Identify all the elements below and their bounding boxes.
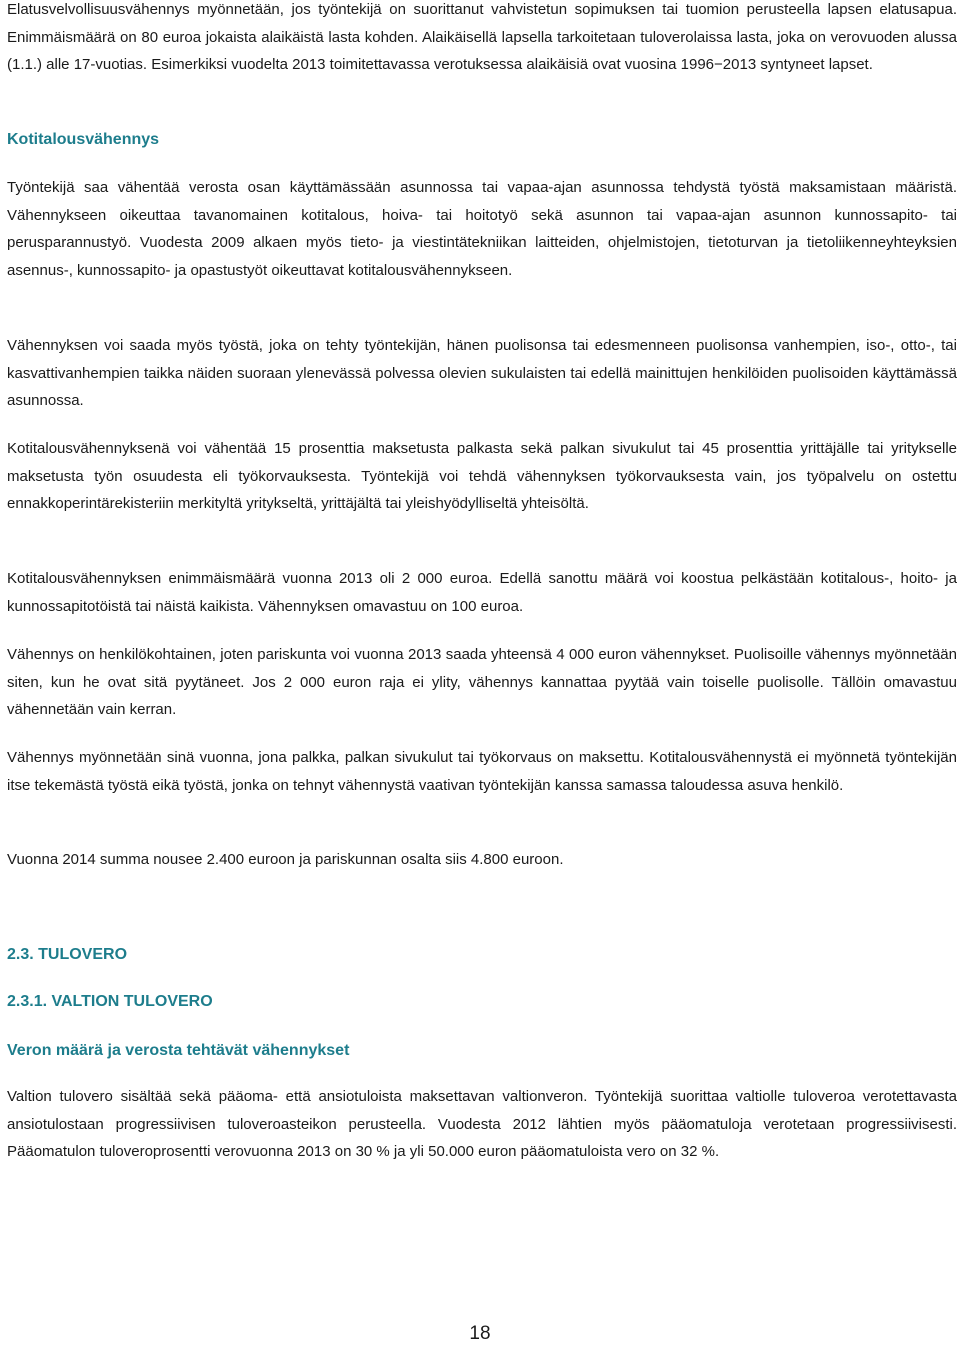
subsection-heading-valtion-tulovero: 2.3.1. VALTION TULOVERO <box>7 993 213 1010</box>
paragraph: Kotitalousvähennyksen enimmäismäärä vuonna 2013 oli 2 000 euroa. Edellä sanottu määrä voi koostua pelkästään kotitalous-, hoito- ja kunnossapitotöistä tai näistä kaikista. Vähennyksen omavastuu on 100 euroa. <box>7 570 957 615</box>
paragraph: Kotitalousvähennyksenä voi vähentää 15 prosenttia maksetusta palkasta sekä palkan sivukulut tai 45 prosenttia yrittäjälle tai yritykselle maksetusta työn osuudesta eli työkorvauksesta. Työntekijä voi tehdä vähennyksen työkorvauksesta vain, jos työpalvelu on ostettu ennakkoperintärekisteriin merkityltä yritykseltä, yrittäjältä tai yleishyödylliseltä yhteisöltä. <box>7 440 957 512</box>
intro-paragraph: Elatusvelvollisuusvähennys myönnetään, jos työntekijä on suorittanut vahvistetun sopimuksen tai tuomion perusteella lapsen elatusapua. Enimmäismäärä on 80 euroa jokaista alaikäistä lasta kohden. Alaikäisellä lapsella tarkoitetaan tuloverolaissa lasta, joka on verovuoden alussa (1.1.) alle 17-vuotias. Esimerkiksi vuodelta 2013 toimitettavassa verotuksessa alaikäisiä ovat vuosina 1996−2013 syntyneet lapset. <box>7 1 957 73</box>
paragraph: Vähennys on henkilökohtainen, joten pariskunta voi vuonna 2013 saada yhteensä 4 000 euron vähennykset. Puolisoille vähennys myönnetään siten, kun he ovat sitä pyytäneet. Jos 2 000 euron raja ei ylity, vähennys kannattaa pyytää vain toiselle puolisolle. Tällöin omavastuu vähennetään vain kerran. <box>7 646 957 718</box>
paragraph: Työntekijä saa vähentää verosta osan käyttämässään asunnossa tai vapaa-ajan asunnossa tehdystä työstä maksamistaan määristä. Vähennykseen oikeuttaa tavanomainen kotitalous, hoiva- tai hoitotyö sekä asunnon tai vapaa-ajan asunnon kunnossapito- tai perusparannustyö. Vuodesta 2009 alkaen myös tieto- ja viestintätekniikan laitteiden, ohjelmistojen, tietoturvan ja tietoliikenneyhteyksien asennus-, kunnossapito- ja opastustyöt oikeuttavat kotitalousvähennykseen. <box>7 179 957 279</box>
section-heading-tulovero: 2.3. TULOVERO <box>7 946 128 963</box>
paragraph: Vähennyksen voi saada myös työstä, joka on tehty työntekijän, hänen puolisonsa tai edesmenneen puolisonsa vanhempien, iso-, otto-, tai kasvattivanhempien taikka näiden suoraan ylenevässä polvessa olevien sukulaisten tai edellä mainittujen henkilöiden puolisoiden käyttämässä asunnossa. <box>7 337 957 409</box>
section-heading-kotitalousvahennys: Kotitalousvähennys <box>7 131 160 148</box>
page-number: 18 <box>469 1323 491 1344</box>
paragraph: Vähennys myönnetään sinä vuonna, jona palkka, palkan sivukulut tai työkorvaus on maksettu. Kotitalousvähennystä ei myönnetä työntekijän itse tekemästä työstä eikä työstä, jonka on tehnyt vähennystä vaativan työntekijän kanssa samassa taloudessa asuva henkilö. <box>7 749 957 794</box>
paragraph: Vuonna 2014 summa nousee 2.400 euroon ja pariskunnan osalta siis 4.800 euroon. <box>7 851 564 868</box>
paragraph: Valtion tulovero sisältää sekä pääoma- että ansiotuloista maksettavan valtionveron. Työntekijä suorittaa valtiolle tuloveroa verotettavasta ansiotulostaan progressiivisen tuloveroasteikon perusteella. Vuodesta 2012 lähtien myös pääomatuloja verotetaan progressiivisesti. Pääomatulon tuloveroprosentti verovuonna 2013 on 30 % ja yli 50.000 euron pääomatuloista vero on 32 %. <box>7 1088 957 1160</box>
subsubsection-heading: Veron määrä ja verosta tehtävät vähennykset <box>7 1042 350 1059</box>
